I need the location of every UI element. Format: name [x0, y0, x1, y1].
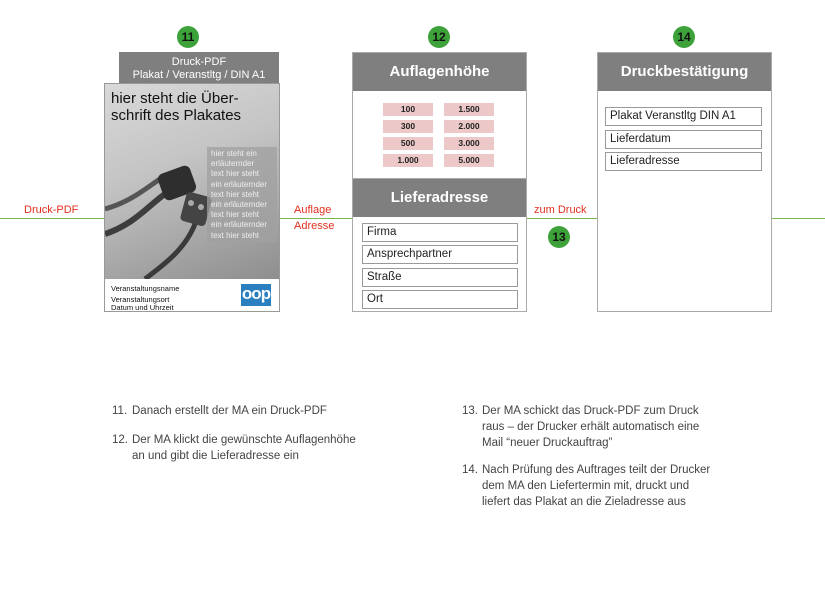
flow-line-right — [527, 218, 597, 219]
auflagen-panel — [352, 52, 527, 180]
quantity-option-button[interactable]: 2.000 — [444, 120, 494, 133]
poster-footer-name: Veranstaltungsname — [111, 284, 180, 293]
poster-body-line: text hier steht — [211, 230, 260, 240]
step-badge-14: 14 — [673, 26, 695, 48]
poster-body-line: text hier steht — [211, 210, 260, 220]
quantity-option-button[interactable]: 3.000 — [444, 137, 494, 150]
note-13-line-1: Der MA schickt das Druck-PDF zum Druck — [482, 405, 699, 417]
poster-logo: oop — [241, 284, 271, 306]
flow-label-druck-pdf: Druck-PDF — [24, 204, 79, 216]
poster-body-line: ein erläuternder — [211, 179, 268, 189]
quantity-option-button[interactable]: 300 — [383, 120, 433, 133]
poster[interactable] — [104, 83, 280, 312]
step-badge-11: 11 — [177, 26, 199, 48]
poster-headline-1: hier steht die Über- — [111, 90, 239, 107]
flow-label-adresse: Adresse — [294, 220, 335, 232]
flow-line-left — [0, 218, 104, 219]
poster-image — [105, 84, 279, 279]
quantity-option-button[interactable]: 1.500 — [444, 103, 494, 116]
auflagen-title: Auflagenhöhe — [353, 53, 526, 91]
quantity-option-button[interactable]: 500 — [383, 137, 433, 150]
flow-line-end — [772, 218, 825, 219]
delivery-date-field: Lieferdatum — [605, 130, 762, 149]
poster-footer-date: Datum und Uhrzeit — [111, 303, 174, 312]
note-13-line-3: Mail “neuer Druckauftrag” — [482, 437, 613, 449]
note-12-line-1: Der MA klickt die gewünschte Auflagenhöhe — [132, 434, 356, 446]
contact-person-field[interactable]: Ansprechpartner — [362, 245, 518, 264]
street-field[interactable]: Straße — [362, 268, 518, 287]
note-13-line-2: raus – der Drucker erhält automatisch eine — [482, 421, 700, 433]
bestaetigung-title: Druckbestätigung — [598, 53, 771, 91]
note-11-number: 11. — [112, 405, 128, 417]
quantity-option-button[interactable]: 5.000 — [444, 154, 494, 167]
poster-body-line: text hier steht — [211, 189, 260, 199]
note-13-number: 13. — [462, 405, 478, 417]
poster-body-line: ein erläuternder — [211, 220, 268, 230]
poster-headline-2: schrift des Plakates — [111, 107, 242, 124]
note-12 — [112, 432, 432, 468]
note-14 — [462, 462, 802, 514]
city-field[interactable]: Ort — [362, 290, 518, 309]
quantity-option-button[interactable]: 100 — [383, 103, 433, 116]
druck-pdf-header-line-1: Druck-PDF — [171, 56, 227, 68]
note-14-line-1: Nach Prüfung des Auftrages teilt der Drucker — [482, 464, 711, 476]
poster-summary-field: Plakat Veranstltg DIN A1 — [605, 107, 762, 126]
druck-pdf-header-line-2: Plakat / Veranstltg / DIN A1 — [132, 69, 266, 81]
delivery-address-field: Lieferadresse — [605, 152, 762, 171]
step-badge-13: 13 — [548, 226, 570, 248]
note-12-line-2: an und gibt die Lieferadresse ein — [132, 450, 299, 462]
note-14-line-2: dem MA den Liefertermin mit, druckt und — [482, 480, 690, 492]
lieferadresse-title: Lieferadresse — [353, 179, 526, 217]
note-14-number: 14. — [462, 464, 478, 476]
poster-body-line: text hier steht — [211, 169, 260, 179]
note-14-line-3: liefert das Plakat an die Zieladresse aus — [482, 496, 686, 508]
note-13 — [462, 403, 802, 455]
quantity-option-button[interactable]: 1.000 — [383, 154, 433, 167]
poster-body-line: erläuternder — [211, 159, 255, 169]
note-11 — [112, 403, 432, 423]
company-field[interactable]: Firma — [362, 223, 518, 242]
note-12-number: 12. — [112, 434, 128, 446]
note-11-line-1: Danach erstellt der MA ein Druck-PDF — [132, 405, 327, 417]
druck-pdf-header — [119, 52, 279, 86]
flow-label-auflage: Auflage — [294, 204, 332, 216]
poster-footer-place: Veranstaltungsort — [111, 295, 170, 304]
poster-body-text — [211, 149, 267, 241]
bestaetigung-panel — [597, 52, 772, 312]
poster-body-line: hier steht ein — [211, 149, 257, 158]
step-badge-12: 12 — [428, 26, 450, 48]
flow-label-zum-druck: zum Druck — [534, 204, 587, 216]
poster-body-line: ein erläuternder — [211, 200, 268, 210]
